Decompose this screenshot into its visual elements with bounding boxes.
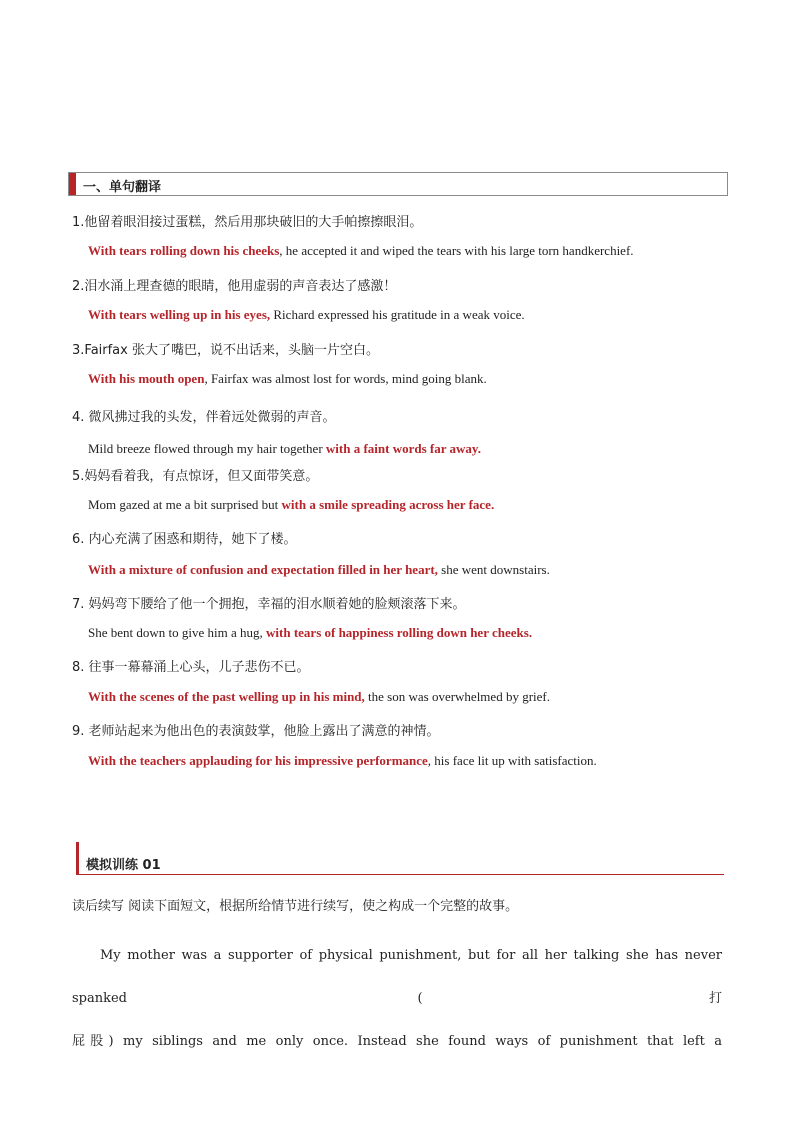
passage-line: 屁股) my siblings and me only once. Instead she found ways of punishment that left a: [72, 1034, 722, 1049]
translation-item: [72, 211, 732, 259]
key-phrase: With the scenes of the past welling up in his mind,: [88, 689, 365, 704]
english-answer: With tears welling up in his eyes, Richard expressed his gratitude in a weak voice.: [88, 307, 525, 322]
section-header-translation: [68, 172, 728, 196]
key-phrase: with a smile spreading across her face.: [281, 497, 495, 512]
chinese-sentence: 8. 往事一幕幕涌上心头，儿子悲伤不已。: [72, 660, 310, 675]
key-phrase: with a faint words far away.: [325, 441, 481, 456]
chinese-sentence: 5.妈妈看着我，有点惊讶，但又面带笑意。: [72, 469, 319, 484]
chinese-sentence: 9. 老师站起来为他出色的表演鼓掌，他脸上露出了满意的神情。: [72, 724, 440, 739]
section-accent-bar: [69, 173, 76, 195]
english-answer: With the scenes of the past welling up in his mind, the son was overwhelmed by grief.: [88, 689, 550, 704]
task-instruction: 读后续写 阅读下面短文，根据所给情节进行续写，使之构成一个完整的故事。: [72, 899, 519, 914]
key-phrase: With tears rolling down his cheeks: [88, 243, 280, 258]
chinese-sentence: 4. 微风拂过我的头发，伴着远处微弱的声音。: [72, 410, 336, 425]
translation-item: [72, 465, 732, 513]
chinese-sentence: 1.他留着眼泪接过蛋糕，然后用那块破旧的大手帕擦擦眼泪。: [72, 215, 423, 230]
translation-item: [72, 720, 732, 769]
english-answer: With his mouth open, Fairfax was almost lost for words, mind going blank.: [88, 371, 487, 386]
translation-item: [72, 593, 732, 641]
english-answer: With a mixture of confusion and expectation filled in her heart, she went downstairs.: [88, 562, 550, 577]
key-phrase: With a mixture of confusion and expectation filled in her heart,: [88, 562, 438, 577]
section-header-practice: [76, 842, 724, 875]
reading-passage: [72, 934, 722, 1063]
key-phrase: With his mouth open: [88, 371, 205, 386]
section-title: 一、单句翻译: [83, 180, 162, 195]
key-phrase: with tears of happiness rolling down her cheeks.: [266, 625, 533, 640]
translation-item: [72, 528, 732, 578]
chinese-sentence: 3.Fairfax 张大了嘴巴，说不出话来，头脑一片空白。: [72, 343, 379, 358]
chinese-sentence: 7. 妈妈弯下腰给了他一个拥抱，幸福的泪水顺着她的脸颊滚落下来。: [72, 597, 466, 612]
chinese-sentence: 2.泪水涌上理查德的眼睛，他用虚弱的声音表达了感激！: [72, 279, 397, 294]
english-answer: Mild breeze flowed through my hair together with a faint words far away.: [88, 441, 481, 456]
key-phrase: With the teachers applauding for his impressive performance: [88, 753, 428, 768]
passage-line: My mother was a supporter of physical punishment, but for all her talking she has never spanked (打: [72, 948, 722, 1006]
key-phrase: With tears welling up in his eyes,: [88, 307, 271, 322]
english-answer: Mom gazed at me a bit surprised but with a smile spreading across her face.: [88, 497, 495, 512]
english-answer: With tears rolling down his cheeks, he accepted it and wiped the tears with his large torn handkerchief.: [88, 243, 634, 258]
section-title: 模拟训练 01: [86, 858, 161, 873]
translation-item: [72, 339, 732, 387]
translation-item: [72, 406, 732, 457]
english-answer: She bent down to give him a hug, with tears of happiness rolling down her cheeks.: [88, 625, 533, 640]
translation-item: [72, 656, 732, 705]
section-accent-bar: [76, 842, 79, 874]
translation-item: [72, 275, 732, 323]
english-answer: With the teachers applauding for his impressive performance, his face lit up with satisfaction.: [88, 753, 597, 768]
chinese-sentence: 6. 内心充满了困惑和期待，她下了楼。: [72, 532, 297, 547]
